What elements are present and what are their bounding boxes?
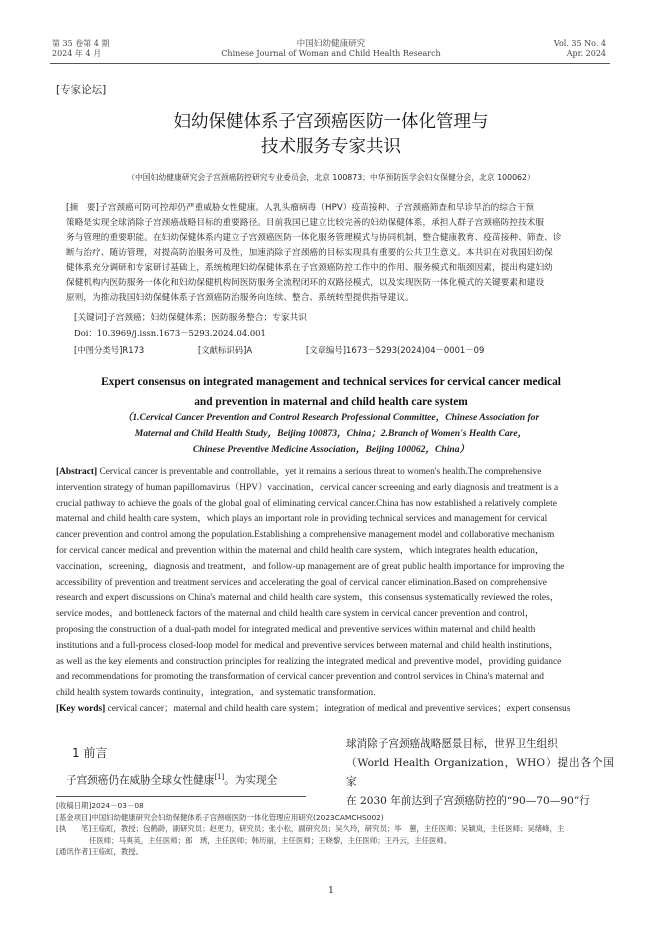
header-rule bbox=[50, 63, 610, 64]
keywords-cn-text: 子宫颈癌；妇幼保健体系；医防服务整合；专家共识 bbox=[107, 313, 307, 323]
fund-project: [基金项目]中国妇幼健康研究会妇幼保健体系子宫颈癌医防一体化管理应用研究(2023CAMCHS002) bbox=[56, 812, 384, 822]
section-tag: [专家论坛] bbox=[56, 84, 107, 96]
affiliation-en bbox=[0, 410, 662, 458]
abstract-cn-line: 原则，为推动我国妇幼保健体系子宫颈癌防治服务向连续、整合、系统转型提供指导建议。 bbox=[66, 293, 414, 303]
header-date: 2024 年 4 月 bbox=[52, 49, 102, 58]
body-text: 。为实现全 bbox=[224, 774, 278, 787]
abstract-en-line: and recommendations for promoting the transformation of cervical cancer prevention and control services in China's maternal and bbox=[56, 672, 544, 683]
abstract-en-line: service modes，and bottleneck factors of the maternal and child health care system in cervical cancer prevention and control， bbox=[56, 609, 535, 620]
title-cn bbox=[0, 110, 662, 160]
authors-line: 任医师；马爽英，主任医师；郎 琇，主任医师；韩历丽，主任医师；王晓黎，主任医师；王丹云，主任医师。 bbox=[89, 835, 452, 845]
abstract-cn-label: [摘 要] bbox=[66, 203, 99, 213]
title-en-line1: Expert consensus on integrated management and technical services for cervical cancer medical bbox=[101, 376, 561, 388]
title-cn-line1: 妇幼保健体系子宫颈癌医防一体化管理与 bbox=[173, 112, 489, 132]
abstract-en-line: intervention strategy of human papillomavirus（HPV）vaccination，cervical cancer screening and early diagnosis and treatment is a bbox=[56, 482, 559, 493]
header-volume: 第 35 卷第 4 期 bbox=[52, 39, 110, 48]
clc-label: [中图分类号] bbox=[74, 345, 123, 355]
abstract-en-line: maternal and child health care system，which plays an important role in providing technical services and management for cervical bbox=[56, 514, 548, 525]
affiliation-en-line1: （1.Cervical Cancer Prevention and Control Research Professional Committee，Chinese Association for bbox=[122, 412, 540, 423]
abstract-en-line: accessibility of prevention and treatment services and accelerating the goal of cervical cancer elimination.Based on comprehensive bbox=[56, 577, 547, 588]
corresponding-author: [通讯作者]王临虹，教授。 bbox=[56, 847, 144, 856]
abstract-cn-line: 务与管理的重要职能。在妇幼保健体系内建立子宫颈癌医防一体化服务管理模式与协同机制，整合健康教育、疫苗接种、筛查、诊 bbox=[66, 233, 562, 243]
authors-line: [执 笔]王临虹，教授；包鹤龄，副研究员；赵更力，研究员；张小松，副研究员；吴久玲，研究员；毕 蕙，主任医师；吴颖岚，主任医师；吴绪峰，主 bbox=[56, 824, 565, 833]
journal-name-en: Chinese Journal of Woman and Child Health Research bbox=[221, 49, 441, 58]
header-volume-en: Vol. 35 No. 4 bbox=[553, 39, 606, 48]
doc-code-value: A bbox=[246, 345, 253, 355]
section-heading: 1 前言 bbox=[72, 746, 108, 760]
body-text: 子宫颈癌仍在威胁全球女性健康 bbox=[66, 774, 215, 787]
abstract-en-line: for cervical cancer medical and prevention within the maternal and child health care system，which integrates health education， bbox=[56, 545, 545, 556]
abstract-en-line: institutions and a full-process closed-loop model for medical and preventive services between maternal and child health institutions， bbox=[56, 640, 559, 651]
volume-issue-en bbox=[554, 39, 606, 59]
title-cn-line2: 技术服务专家共识 bbox=[261, 137, 401, 157]
doc-code-label: [文献标识码] bbox=[198, 345, 247, 355]
abstract-cn-line: 策略是实现全球消除子宫颈癌战略目标的重要路径。目前我国已建立比较完善的妇幼保健体系，承担人群子宫颈癌防控技术服 bbox=[66, 218, 545, 228]
body-left-column bbox=[66, 768, 318, 791]
abstract-cn-line: 健体系充分调研和专家研讨基础上，系统梳理妇幼保健体系在子宫颈癌防控工作中的作用、服务模式和瓶颈因素，提出构建妇幼 bbox=[66, 263, 553, 273]
keywords-cn-label: [关键词] bbox=[74, 313, 107, 323]
footnotes bbox=[56, 800, 616, 858]
keywords-cn bbox=[74, 311, 307, 326]
affiliation-en-line3: Chinese Preventive Medicine Association，Beijing 100062，China） bbox=[192, 444, 470, 455]
body-line: （World Health Organization，WHO）提出各个国家 bbox=[346, 757, 614, 788]
abstract-cn-line: 保健机构内医防服务一体化和妇幼保健机构间医防服务全流程闭环的双路径模式，以及实现医防一体化模式的关键要素和建设 bbox=[66, 278, 545, 288]
abstract-en bbox=[56, 465, 608, 718]
title-en bbox=[0, 372, 662, 412]
abstract-en-line: cancer prevention and control among the population.Establishing a comprehensive management model and collaborative mechanism bbox=[56, 530, 555, 541]
clc-value: R173 bbox=[122, 345, 145, 355]
classification-row bbox=[74, 344, 614, 357]
abstract-en-line: vaccination，screening，diagnosis and treatment，and follow-up management are of great public health importance for improving the bbox=[56, 561, 565, 572]
abstract-en-label: [Abstract] bbox=[56, 467, 98, 477]
abstract-en-line: child health system towards continuity，integration，and systematic transformation. bbox=[56, 688, 376, 699]
doi: Doi：10.3969/j.issn.1673－5293.2024.04.001 bbox=[74, 328, 266, 338]
abstract-en-line: research and expert discussions on China's maternal and child health care system，this consensus systematically reviewed the roles， bbox=[56, 593, 560, 604]
keywords-en-label: [Key words] bbox=[56, 703, 106, 714]
affiliation-cn: （中国妇幼健康研究会子宫颈癌防控研究专业委员会，北京 100873；中华预防医学会妇女保健分会，北京 100062） bbox=[127, 173, 535, 182]
abstract-en-line: as well as the key elements and construction principles for realizing the integrated medical and preventive model，providing guidance bbox=[56, 656, 562, 667]
citation-ref: [1] bbox=[214, 773, 225, 781]
article-number-value: 1673－5293(2024)04－0001－09 bbox=[346, 345, 485, 355]
abstract-en-line: Cervical cancer is preventable and controllable，yet it remains a serious threat to women's health.The comprehensive bbox=[99, 467, 542, 477]
page-number: 1 bbox=[328, 886, 334, 896]
abstract-en-line: crucial pathway to achieve the goals of the global goal of eliminating cervical cancer.China has now established a relatively complete bbox=[56, 498, 557, 509]
title-en-line2: and prevention in maternal and child health care system bbox=[194, 396, 468, 408]
footnote-rule bbox=[56, 796, 306, 797]
abstract-cn-line: 断与治疗、随访管理，对提高防治服务可及性，加速消除子宫颈癌的目标实现具有重要的公共卫生意义。本共识在对我国妇幼保 bbox=[66, 248, 553, 258]
keywords-en-text: cervical cancer；maternal and child health care system；integration of medical and preventive services；expert consensus bbox=[107, 703, 571, 714]
body-line: 球消除子宫颈癌战略愿景目标，世界卫生组织 bbox=[346, 738, 558, 750]
received-date: [收稿日期]2024－03－08 bbox=[56, 801, 144, 810]
abstract-cn-line: 子宫颈癌可防可控却仍严重威胁女性健康。人乳头瘤病毒（HPV）疫苗接种、子宫颈癌筛查和早诊早治的综合干预 bbox=[99, 203, 535, 213]
affiliation-en-line2: Maternal and Child Health Study，Beijing 100873，China；2.Branch of Women's Health Care， bbox=[134, 428, 528, 439]
abstract-cn bbox=[66, 201, 614, 306]
article-number-label: [文章编号] bbox=[306, 345, 347, 355]
body-line: 在 2030 年前达到子宫颈癌防控的“90—70—90”行 bbox=[346, 795, 590, 807]
header-date-en: Apr. 2024 bbox=[566, 49, 606, 58]
abstract-en-line: proposing the construction of a dual-path model for integrated medical and preventive services within maternal and child health bbox=[56, 624, 536, 635]
journal-name-cn: 中国妇幼健康研究 bbox=[296, 39, 366, 49]
